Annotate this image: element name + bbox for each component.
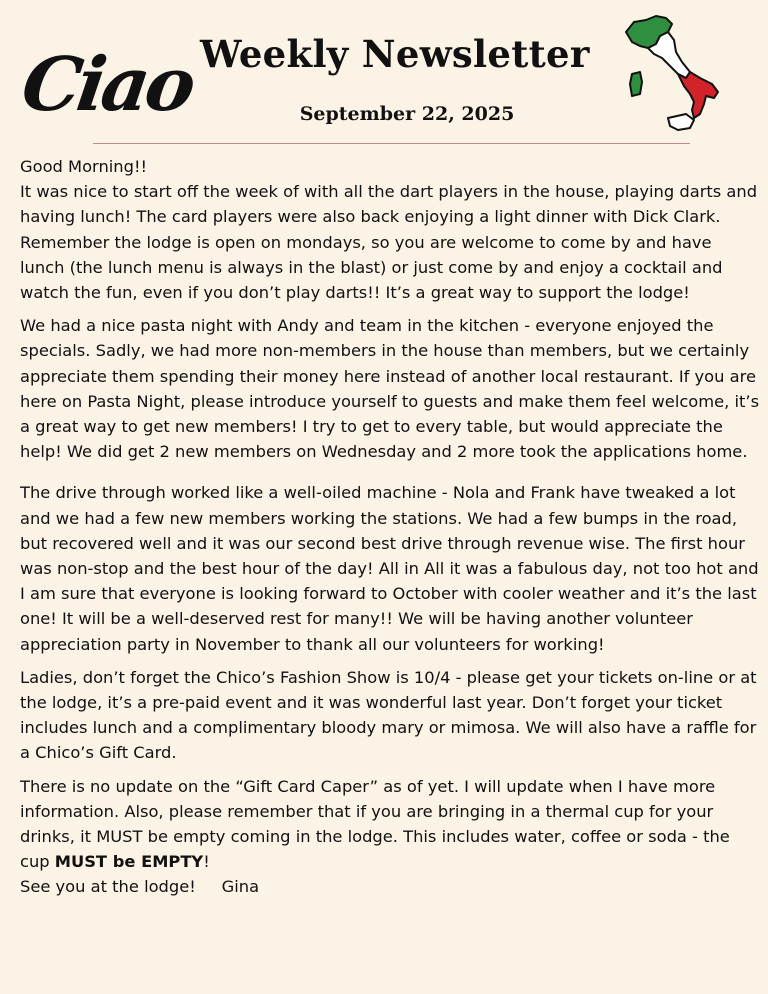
ciao-logo-text: Ciao [16, 40, 198, 128]
newsletter-date: September 22, 2025 [299, 103, 515, 125]
newsletter-body [20, 154, 760, 900]
sicily-shape [668, 114, 694, 130]
signoff: See you at the lodge! Gina [20, 877, 260, 897]
ciao-logo [16, 20, 198, 130]
newsletter-title: Weekly Newsletter [200, 32, 590, 76]
gift-card-text-end: ! [203, 852, 210, 872]
paragraph-fashion-show: Ladies, don’t forget the Chico’s Fashion Show is 10/4 - please get your tickets on-line or at the lodge, it’s a pre-paid event and it was wonderful last year. Don’t forget your ticket includes lunch and a complimentary bloody mary or mimosa. We will also have a raffle for a Chico’s Gift Card. [20, 667, 757, 763]
italy-map-icon [620, 14, 725, 134]
paragraph-gift-card [20, 774, 760, 875]
must-be-empty-emphasis: MUST be EMPTY [54, 852, 204, 872]
paragraph-drive-through: The drive through worked like a well-oiled machine - Nola and Frank have tweaked a lot and we had a few new members working the stations. We had a few bumps in the road, but recovered well and it was our second best drive through revenue wise. The first hour was non-stop and the best hour of the day! All in All it was a fabulous day, not too hot and I am sure that everyone is looking forward to October with cooler weather and it’s the last one! It will be a well-deserved rest for many!! We will be having another volunteer appreciation party in November to thank all our volunteers for working! [20, 483, 759, 654]
paragraph-pasta-night: We had a nice pasta night with Andy and team in the kitchen - everyone enjoyed the specials. Sadly, we had more non-members in the house than members, but we certainly appreciate them spending their money here instead of another local restaurant. If you are here on Pasta Night, please introduce yourself to guests and make them feel welcome, it’s a great way to get new members! I try to get to every table, but would appreciate the help! We did get 2 new members on Wednesday and 2 more took the applications home. [20, 316, 760, 462]
paragraph-darts: It was nice to start off the week of with all the dart players in the house, playing darts and having lunch! The card players were also back enjoying a light dinner with Dick Clark. Remember the lodge is open on mondays, so you are welcome to come by and have lunch (the lunch menu is always in the blast) or just come by and enjoy a cocktail and watch the fun, even if you don’t play darts!! It’s a great way to support the lodge! [20, 182, 758, 303]
italy-red-region [678, 72, 718, 118]
gift-card-text: There is no update on the “Gift Card Caper” as of yet. I will update when I have more information. Also, please remember that if you are bringing in a thermal cup for your drinks, it MUST be empty coming in the lodge. This includes water, coffee or soda - the cup [20, 776, 730, 872]
sardinia-shape [630, 72, 642, 96]
greeting: Good Morning!! [20, 157, 148, 176]
header-divider [93, 143, 690, 144]
